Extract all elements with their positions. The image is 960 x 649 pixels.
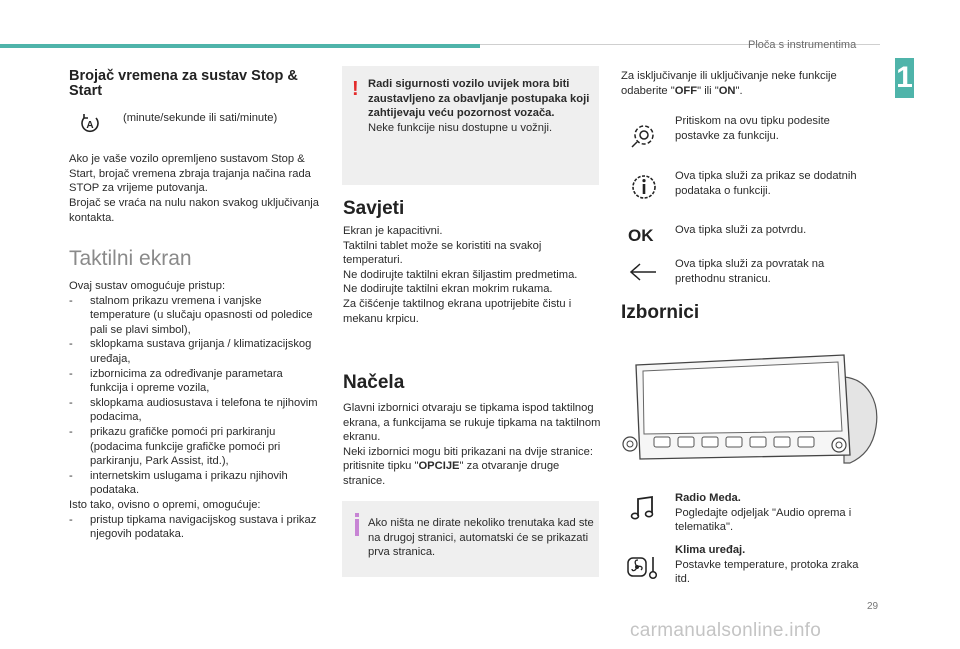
page-number: 29 xyxy=(867,601,879,612)
list-item: - sklopkama audiosustava i telefona te njihovim podacima, xyxy=(69,396,318,424)
list-item: - pristup tipkama navigacijskog sustava i prikaz njegovih podataka. xyxy=(69,513,317,541)
stop-start-reset: Brojač se vraća na nulu nakon svakog uključivanja kontakta. xyxy=(69,197,319,224)
heading-menus: Izbornici xyxy=(621,302,700,323)
header-accent-bar xyxy=(0,44,480,48)
watermark: carmanualsonline.info xyxy=(630,620,822,641)
info-description: Ova tipka služi za prikaz se dodatnih podataka o funkciji. xyxy=(675,170,857,197)
tip: Za čišćenje taktilnog ekrana upotrijebite čistu i mekanu krpicu. xyxy=(343,297,572,325)
back-arrow-icon xyxy=(628,262,658,282)
list-item: - izbornicima za određivanje parametara funkcija i opreme vozila, xyxy=(69,367,283,395)
warning-normal: Neke funkcije nisu dostupne u vožnji. xyxy=(368,121,553,134)
radio-description: Pogledajte odjeljak "Audio oprema i telematika". xyxy=(675,506,852,534)
list-item: - stalnom prikazu vremena i vanjske temperature (u slučaju opasnosti od poledice pali se plavi simbol), xyxy=(69,294,313,336)
settings-gear-icon xyxy=(629,120,659,150)
warning-icon: ! xyxy=(352,78,359,100)
music-note-icon xyxy=(628,494,656,522)
climate-fan-icon xyxy=(626,553,660,581)
svg-text:A: A xyxy=(86,120,94,131)
stop-start-icon xyxy=(80,112,100,136)
also-intro: Isto tako, ovisno o opremi, omogućuje: xyxy=(69,498,261,511)
back-description: Ova tipka služi za povratak na prethodnu stranicu. xyxy=(675,258,825,285)
climate-title: Klima uređaj. xyxy=(675,544,746,556)
list-item: - prikazu grafičke pomoći pri parkiranju (podacima funkcije grafičke pomoći pri parkiranju, Park Assist, itd.), xyxy=(69,425,281,468)
tip: Ekran je kapacitivni. xyxy=(343,225,443,237)
tip: Ne dodirujte taktilni ekran mokrim rukama. xyxy=(343,283,553,296)
touchscreen-illustration xyxy=(618,347,880,477)
radio-media-entry xyxy=(675,491,875,535)
tip: Ne dodirujte taktilni ekran šiljastim predmetima. xyxy=(343,268,578,281)
principles-body xyxy=(343,401,601,489)
principles-1: Glavni izbornici otvaraju se tipkama ispod taktilnog ekrana, a funkcijama se rukuje tipkama na taktilnom ekranu. xyxy=(343,402,601,444)
heading-tips: Savjeti xyxy=(343,198,405,219)
list-item: - sklopkama sustava grijanja / klimatizacijskog uređaja, xyxy=(69,338,312,365)
info-text: Ako ništa ne dirate nekoliko trenutaka kad ste na drugoj stranici, automatski će se prikazati prva stranica. xyxy=(368,517,594,559)
settings-description: Pritiskom na ovu tipku podesite postavke za funkciju. xyxy=(675,115,830,142)
climate-entry xyxy=(675,543,875,587)
heading-touchscreen: Taktilni ekran xyxy=(69,247,192,270)
touchscreen-intro: Ovaj sustav omogućuje pristup: xyxy=(69,280,226,292)
on-off-instruction: Za isključivanje ili uključivanje neke funkcije odaberite "OFF" ili "ON". xyxy=(621,70,837,97)
warning-text xyxy=(368,77,592,135)
ok-icon: OK xyxy=(628,226,654,245)
chapter-number: 1 xyxy=(896,61,913,94)
info-icon xyxy=(355,519,359,536)
touchscreen-body xyxy=(69,279,321,542)
stop-start-paragraph: Ako je vaše vozilo opremljeno sustavom Stop & Start, brojač vremena zbraja trajanja načina rada STOP za vrijeme putovanja. xyxy=(69,153,311,195)
radio-title: Radio Meda. xyxy=(675,492,741,504)
section-title: Ploča s instrumentima xyxy=(748,39,857,51)
list-item: - internetskim uslugama i prikazu njihovih podataka. xyxy=(69,469,288,497)
tips-list xyxy=(343,224,603,326)
heading-principles: Načela xyxy=(343,372,405,393)
ok-description: Ova tipka služi za potvrdu. xyxy=(675,224,807,236)
tip: Taktilni tablet može se koristiti na svakoj temperaturi. xyxy=(343,239,542,267)
principles-2: Neki izbornici mogu biti prikazani na dvije stranice: pritisnite tipku "OPCIJE" za otvaranje druge stranice. xyxy=(343,445,593,487)
info-circle-icon xyxy=(630,173,658,201)
warning-bold: Radi sigurnosti vozilo uvijek mora biti zaustavljeno za obavljanje postupaka koji zahtijevaju veću pozornost vozača. xyxy=(368,78,590,120)
info-icon-dot xyxy=(355,513,359,517)
units-note: (minute/sekunde ili sati/minute) xyxy=(123,112,278,124)
heading-stop-start-timer: Brojač vremena za sustav Stop & Start xyxy=(69,68,298,99)
climate-description: Postavke temperature, protoka zraka itd. xyxy=(675,558,859,586)
